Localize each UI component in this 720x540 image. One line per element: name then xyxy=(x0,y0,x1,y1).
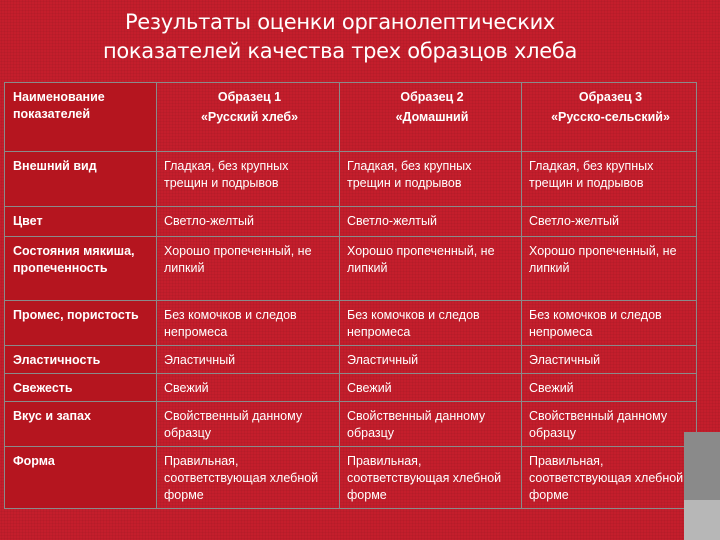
table-row xyxy=(5,301,697,346)
cell-sample-2: Светло-желтый xyxy=(340,207,522,237)
cell-sample-3: Свойственный данному образцу xyxy=(522,402,697,447)
cell-sample-3: Светло-желтый xyxy=(522,207,697,237)
cell-sample-2: Хорошо пропеченный, не липкий xyxy=(340,237,522,301)
results-table xyxy=(4,82,697,509)
header-indicator-name: Наименование показателей xyxy=(5,83,157,152)
row-label: Вкус и запах xyxy=(5,402,157,447)
cell-sample-1: Хорошо пропеченный, не липкий xyxy=(157,237,340,301)
cell-sample-1: Гладкая, без крупных трещин и подрывов xyxy=(157,152,340,207)
slide-title-line-1: Результаты оценки органолептических xyxy=(124,10,556,34)
cell-sample-3: Без комочков и следов непромеса xyxy=(522,301,697,346)
cell-sample-1: Свойственный данному образцу xyxy=(157,402,340,447)
cell-sample-3: Эластичный xyxy=(522,346,697,374)
header-sample-2-title: «Домашний xyxy=(395,110,469,124)
slide-title xyxy=(60,8,620,66)
cell-sample-2: Правильная, соответствующая хлебной форме xyxy=(340,447,522,509)
header-sample-2 xyxy=(340,83,522,152)
cell-sample-3: Правильная, соответствующая хлебной форме xyxy=(522,447,697,509)
cell-sample-1: Правильная, соответствующая хлебной форме xyxy=(157,447,340,509)
header-sample-3 xyxy=(522,83,697,152)
header-sample-1 xyxy=(157,83,340,152)
row-label: Форма xyxy=(5,447,157,509)
table-row xyxy=(5,374,697,402)
cell-sample-2: Эластичный xyxy=(340,346,522,374)
cell-sample-1: Светло-желтый xyxy=(157,207,340,237)
cell-sample-3: Гладкая, без крупных трещин и подрывов xyxy=(522,152,697,207)
cell-sample-1: Эластичный xyxy=(157,346,340,374)
decorative-gray-block xyxy=(684,432,720,500)
cell-sample-2: Без комочков и следов непромеса xyxy=(340,301,522,346)
header-sample-2-number: Образец 2 xyxy=(400,90,464,104)
row-label: Эластичность xyxy=(5,346,157,374)
results-table-wrapper xyxy=(4,82,696,509)
slide-title-line-2: показателей качества трех образцов хлеба xyxy=(102,39,578,63)
header-sample-3-number: Образец 3 xyxy=(578,90,643,104)
table-row xyxy=(5,207,697,237)
header-sample-3-title: «Русско-сельский» xyxy=(551,110,670,124)
cell-sample-1: Свежий xyxy=(157,374,340,402)
cell-sample-3: Свежий xyxy=(522,374,697,402)
row-label: Цвет xyxy=(5,207,157,237)
table-row xyxy=(5,447,697,509)
row-label: Внешний вид xyxy=(5,152,157,207)
decorative-light-gray-block xyxy=(684,500,720,540)
table-row xyxy=(5,402,697,447)
row-label: Промес, пористость xyxy=(5,301,157,346)
cell-sample-2: Гладкая, без крупных трещин и подрывов xyxy=(340,152,522,207)
header-sample-1-number: Образец 1 xyxy=(217,90,282,104)
header-sample-1-title: «Русский хлеб» xyxy=(200,110,299,124)
cell-sample-3: Хорошо пропеченный, не липкий xyxy=(522,237,697,301)
cell-sample-1: Без комочков и следов непромеса xyxy=(157,301,340,346)
table-row xyxy=(5,346,697,374)
table-row xyxy=(5,152,697,207)
cell-sample-2: Свежий xyxy=(340,374,522,402)
table-row xyxy=(5,237,697,301)
cell-sample-2: Свойственный данному образцу xyxy=(340,402,522,447)
table-header-row xyxy=(5,83,697,152)
row-label: Свежесть xyxy=(5,374,157,402)
row-label: Состояния мякиша, пропеченность xyxy=(5,237,157,301)
